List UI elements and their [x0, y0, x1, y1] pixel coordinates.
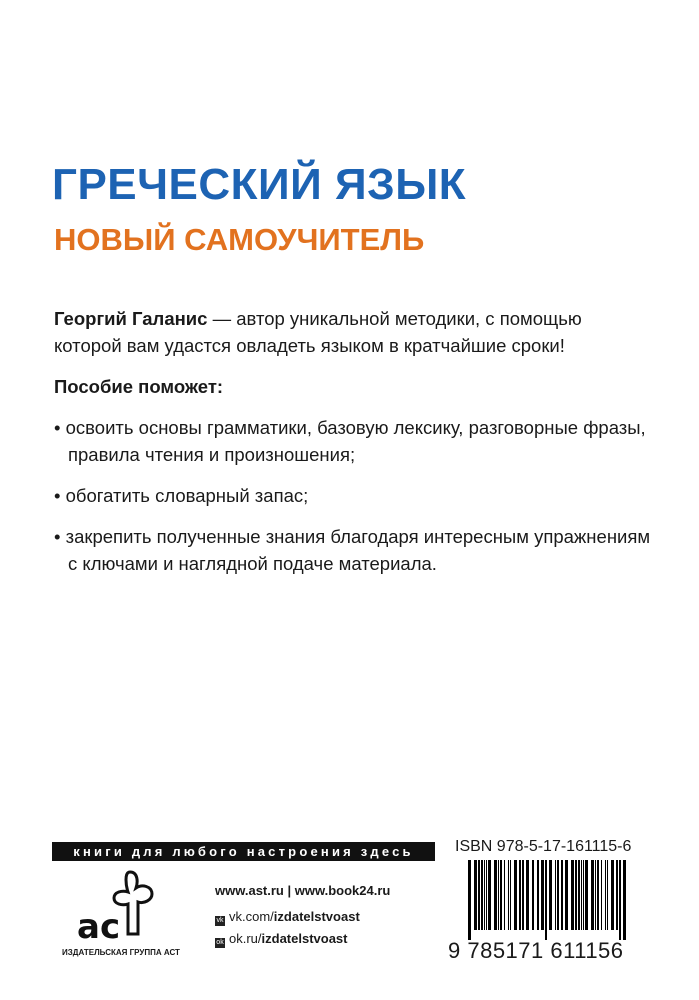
barcode-bar	[504, 860, 505, 930]
publisher-name: ИЗДАТЕЛЬСКАЯ ГРУППА АСТ	[62, 948, 180, 957]
barcode-bar	[519, 860, 521, 930]
barcode-bar	[514, 860, 517, 930]
barcode-bar	[508, 860, 509, 930]
isbn: ISBN 978-5-17-161115-6	[455, 838, 632, 855]
barcode-bar	[623, 860, 626, 940]
barcode-bar	[611, 860, 614, 930]
barcode-bar	[581, 860, 582, 930]
barcode-bar	[607, 860, 608, 930]
intro-text: — автор уникальной методики, с помощью которой вам удастся овладеть языком в кратчайшие сроки!	[54, 308, 582, 356]
description	[54, 305, 654, 591]
author-name: Георгий Галанис	[54, 308, 208, 329]
barcode-bar	[545, 860, 547, 940]
ok-prefix: ok.ru/	[229, 931, 262, 946]
barcode-bar	[575, 860, 577, 930]
ok-icon: ok	[216, 939, 224, 946]
vk-handle: izdatelstvoast	[273, 909, 360, 924]
barcode-bar	[474, 860, 477, 930]
barcode-bar	[484, 860, 485, 930]
barcode-bar	[522, 860, 524, 930]
barcode-bar	[549, 860, 552, 930]
barcode-bar	[591, 860, 594, 930]
barcode-bar	[601, 860, 602, 930]
barcode-bar	[571, 860, 574, 930]
barcode-digits: 9 785171 611156	[448, 938, 624, 963]
barcode-bar	[605, 860, 606, 930]
svg-text:ac: ac	[77, 907, 121, 946]
vk-icon: vk	[216, 917, 224, 924]
barcode-bar	[578, 860, 580, 930]
barcode-bar	[488, 860, 491, 930]
barcode-bar	[616, 860, 618, 930]
book-title: ГРЕЧЕСКИЙ ЯЗЫК	[52, 160, 467, 209]
vk-link[interactable]	[215, 906, 390, 928]
barcode-bar	[619, 860, 621, 940]
barcode-bar	[468, 860, 471, 940]
list-heading: Пособие поможет:	[54, 376, 224, 397]
book-subtitle: НОВЫЙ САМОУЧИТЕЛЬ	[54, 222, 425, 257]
barcode-bar	[541, 860, 544, 930]
barcode-bar	[526, 860, 529, 930]
barcode-bar	[555, 860, 556, 930]
barcode	[454, 860, 634, 942]
barcode-bar	[494, 860, 497, 930]
barcode-bar	[583, 860, 584, 930]
barcode-bar	[537, 860, 539, 930]
barcode-bar	[557, 860, 559, 930]
barcode-bar	[565, 860, 568, 930]
vk-prefix: vk.com/	[229, 909, 274, 924]
publisher-links	[215, 880, 390, 950]
ast-logo-icon	[75, 868, 165, 946]
barcode-bar	[486, 860, 487, 930]
barcode-bar	[595, 860, 596, 930]
intro	[54, 305, 654, 359]
list-item: • обогатить словарный запас;	[54, 485, 309, 506]
barcode-bar	[500, 860, 502, 930]
ok-link[interactable]	[215, 928, 390, 950]
tagline-band: книги для любого настроения здесь	[52, 842, 435, 861]
list-item: • закрепить полученные знания благодаря интересным упражнениям с ключами и наглядной подаче материала.	[54, 526, 651, 574]
barcode-bar	[585, 860, 588, 930]
websites-link[interactable]: www.ast.ru | www.book24.ru	[215, 883, 391, 898]
barcode-bar	[561, 860, 563, 930]
barcode-bar	[532, 860, 534, 930]
barcode-bar	[510, 860, 511, 930]
barcode-bar	[498, 860, 499, 930]
barcode-bar	[597, 860, 599, 930]
barcode-bar	[478, 860, 480, 930]
barcode-bar	[481, 860, 483, 930]
list-item: • освоить основы грамматики, базовую лексику, разговорные фразы, правила чтения и произношения;	[54, 417, 646, 465]
ok-handle: izdatelstvoast	[261, 931, 348, 946]
